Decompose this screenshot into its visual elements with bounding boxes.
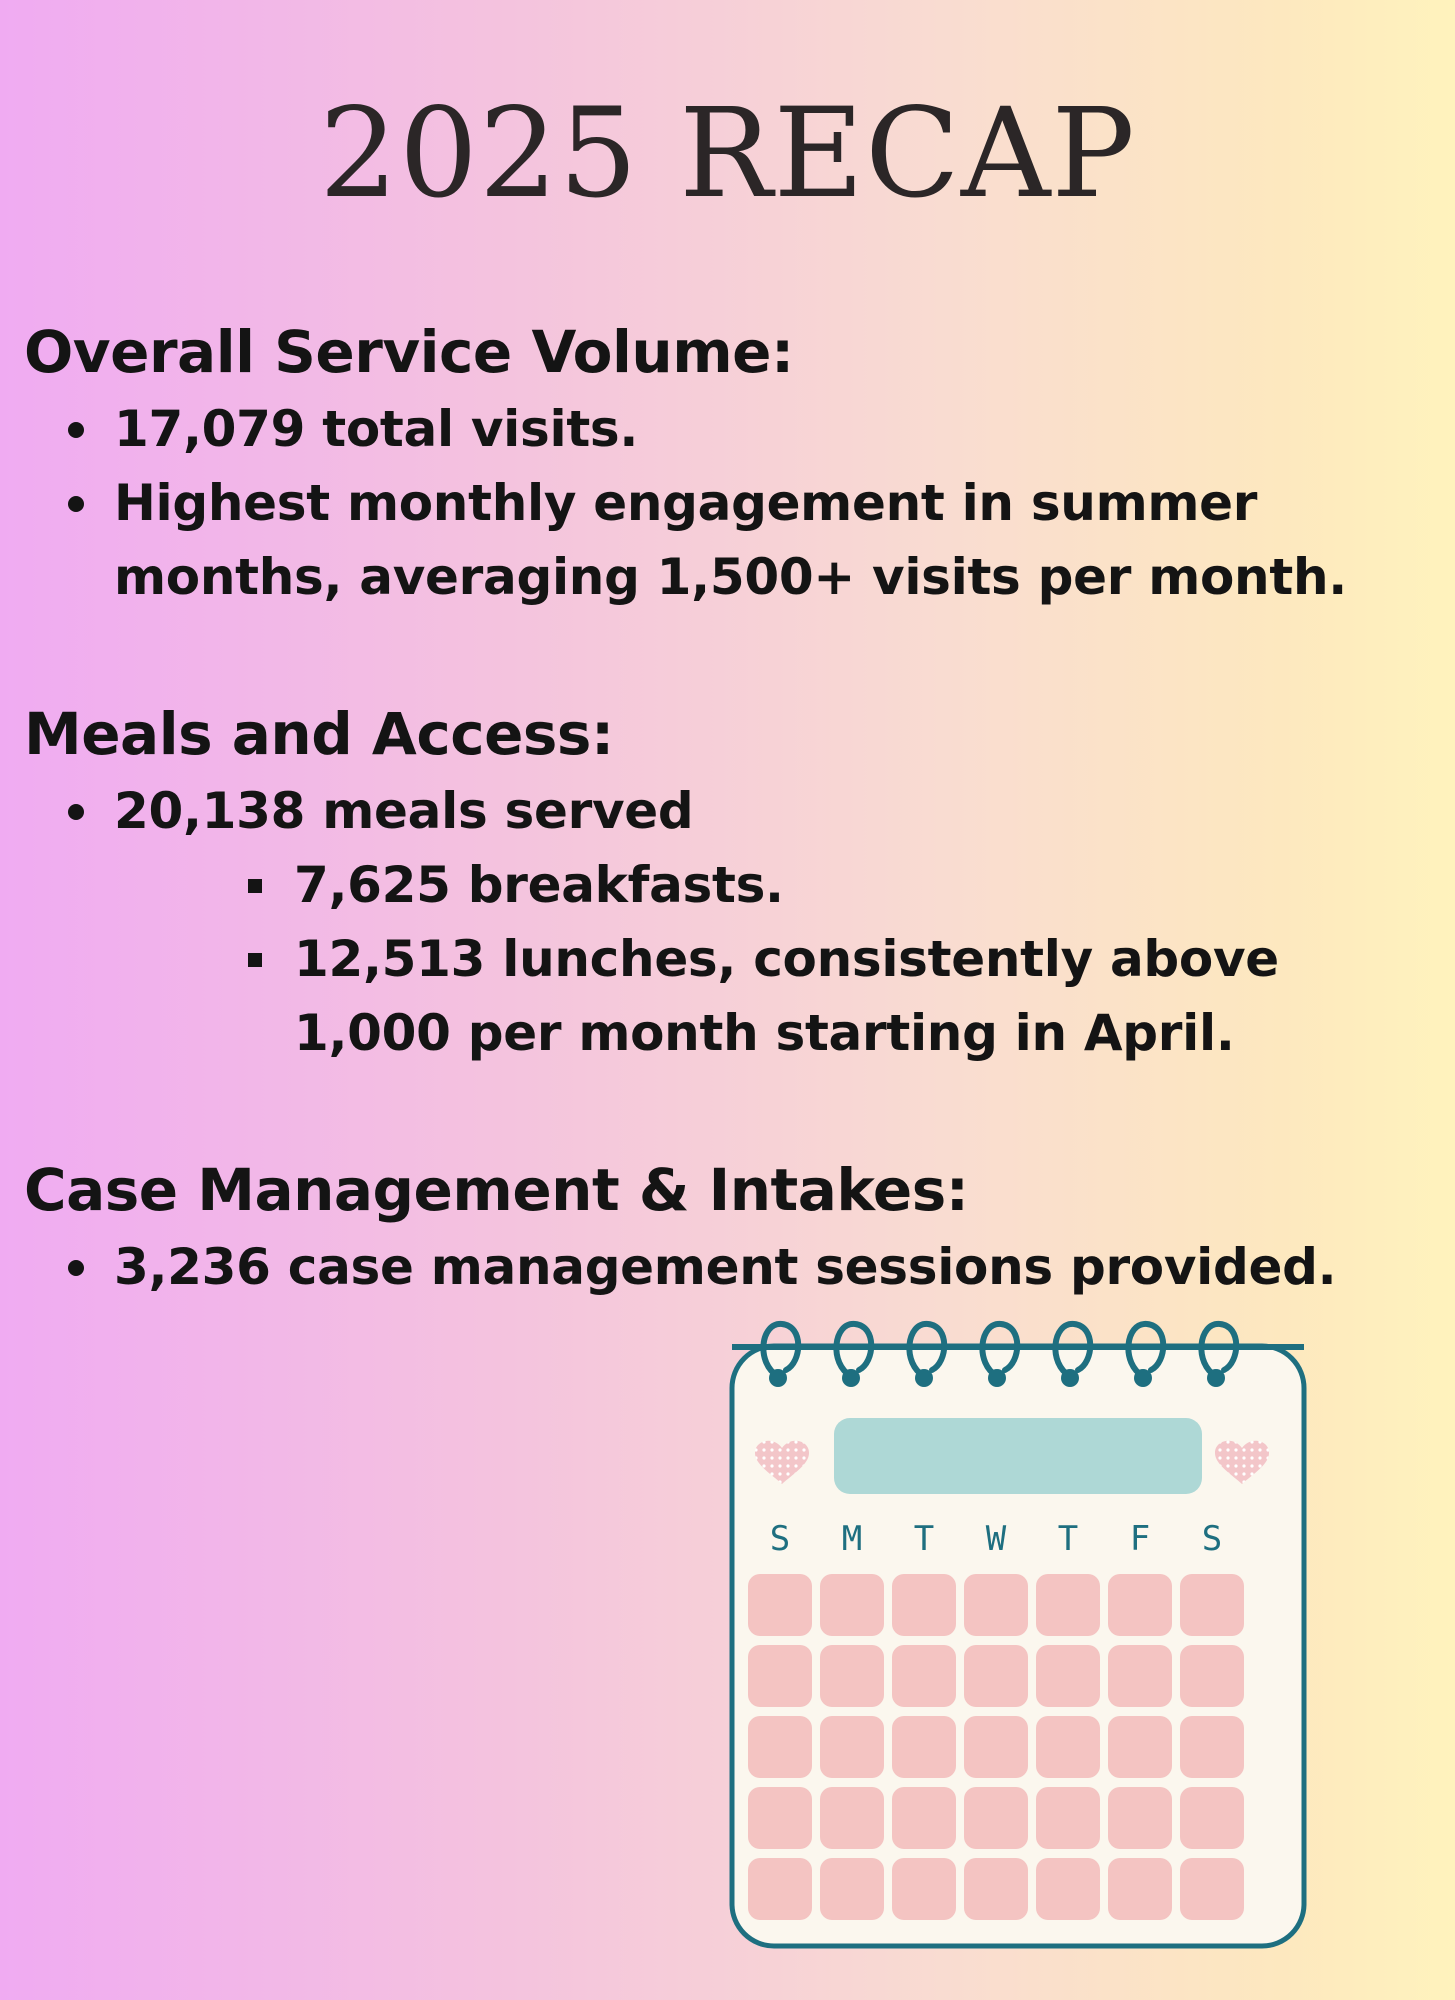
ring-hole-icon (1061, 1369, 1079, 1387)
calendar-day-cell (1036, 1574, 1100, 1636)
calendar-day-cell (1036, 1645, 1100, 1707)
section-heading: Meals and Access: (24, 700, 614, 768)
calendar-day-cell (748, 1645, 812, 1707)
calendar-day-cell (892, 1858, 956, 1920)
calendar-illustration (720, 1318, 1320, 1958)
list-item-text: 3,236 case management sessions provided. (114, 1238, 1337, 1296)
calendar-day-cell (820, 1858, 884, 1920)
section-case-management (24, 1156, 1444, 1304)
weekday-label: S (1201, 1519, 1223, 1559)
calendar-day-cell (964, 1645, 1028, 1707)
calendar-day-cell (748, 1858, 812, 1920)
calendar-day-cell (820, 1787, 884, 1849)
calendar-day-cell (892, 1716, 956, 1778)
calendar-day-cell (1108, 1574, 1172, 1636)
calendar-day-cell (1180, 1716, 1244, 1778)
list-item-text: Highest monthly engagement in summer months, averaging 1,500+ visits per month. (114, 474, 1347, 606)
calendar-day-cell (1180, 1645, 1244, 1707)
calendar-banner (834, 1418, 1202, 1494)
calendar-day-cell (1108, 1787, 1172, 1849)
calendar-day-cell (1108, 1645, 1172, 1707)
sub-list-item (24, 848, 1444, 922)
section-heading: Overall Service Volume: (24, 318, 794, 386)
calendar-day-cell (964, 1787, 1028, 1849)
calendar-day-cell (1108, 1716, 1172, 1778)
calendar-grid (748, 1574, 1244, 1920)
calendar-day-cell (1180, 1858, 1244, 1920)
list-item (24, 392, 1444, 466)
list-item-text: 17,079 total visits. (114, 400, 639, 458)
ring-hole-icon (915, 1369, 933, 1387)
ring-hole-icon (1207, 1369, 1225, 1387)
square-bullet-icon (248, 879, 262, 893)
sub-list-item (24, 922, 1394, 1070)
list-item (24, 774, 1444, 848)
bullet-icon (68, 422, 84, 438)
ring-hole-icon (769, 1369, 787, 1387)
calendar-day-cell (748, 1716, 812, 1778)
calendar-day-cell (892, 1574, 956, 1636)
page-title: 2025 RECAP (319, 82, 1136, 226)
square-bullet-icon (248, 953, 262, 967)
calendar-day-cell (1036, 1716, 1100, 1778)
calendar-day-cell (1108, 1858, 1172, 1920)
section-meals-and-access (24, 700, 1444, 1070)
calendar-day-cell (1180, 1574, 1244, 1636)
calendar-day-cell (964, 1858, 1028, 1920)
list-item (24, 1230, 1444, 1304)
calendar-day-cell (964, 1574, 1028, 1636)
calendar-day-cell (892, 1787, 956, 1849)
list-item (24, 466, 1444, 614)
bullet-icon (68, 1260, 84, 1276)
bullet-icon (68, 804, 84, 820)
calendar-day-cell (1036, 1858, 1100, 1920)
calendar-day-cell (748, 1787, 812, 1849)
section-overall-service-volume (24, 318, 1444, 614)
weekday-label: T (1057, 1519, 1079, 1559)
sub-list-item-text: 7,625 breakfasts. (294, 856, 784, 914)
calendar-day-cell (748, 1574, 812, 1636)
calendar-day-cell (820, 1574, 884, 1636)
weekday-label: T (913, 1519, 935, 1559)
section-heading: Case Management & Intakes: (24, 1156, 969, 1224)
calendar-day-cell (1180, 1787, 1244, 1849)
calendar-day-cell (1036, 1787, 1100, 1849)
calendar-day-cell (820, 1716, 884, 1778)
ring-hole-icon (988, 1369, 1006, 1387)
calendar-day-cell (892, 1645, 956, 1707)
sub-list-item-text: 12,513 lunches, consistently above 1,000 per month starting in April. (294, 930, 1279, 1062)
weekday-label: M (841, 1519, 863, 1559)
ring-hole-icon (842, 1369, 860, 1387)
list-item-text: 20,138 meals served (114, 782, 694, 840)
weekday-label: F (1129, 1519, 1151, 1559)
calendar-day-cell (820, 1645, 884, 1707)
weekday-label: W (985, 1519, 1007, 1559)
ring-hole-icon (1134, 1369, 1152, 1387)
bullet-icon (68, 496, 84, 512)
calendar-day-cell (964, 1716, 1028, 1778)
weekday-label: S (769, 1519, 791, 1559)
